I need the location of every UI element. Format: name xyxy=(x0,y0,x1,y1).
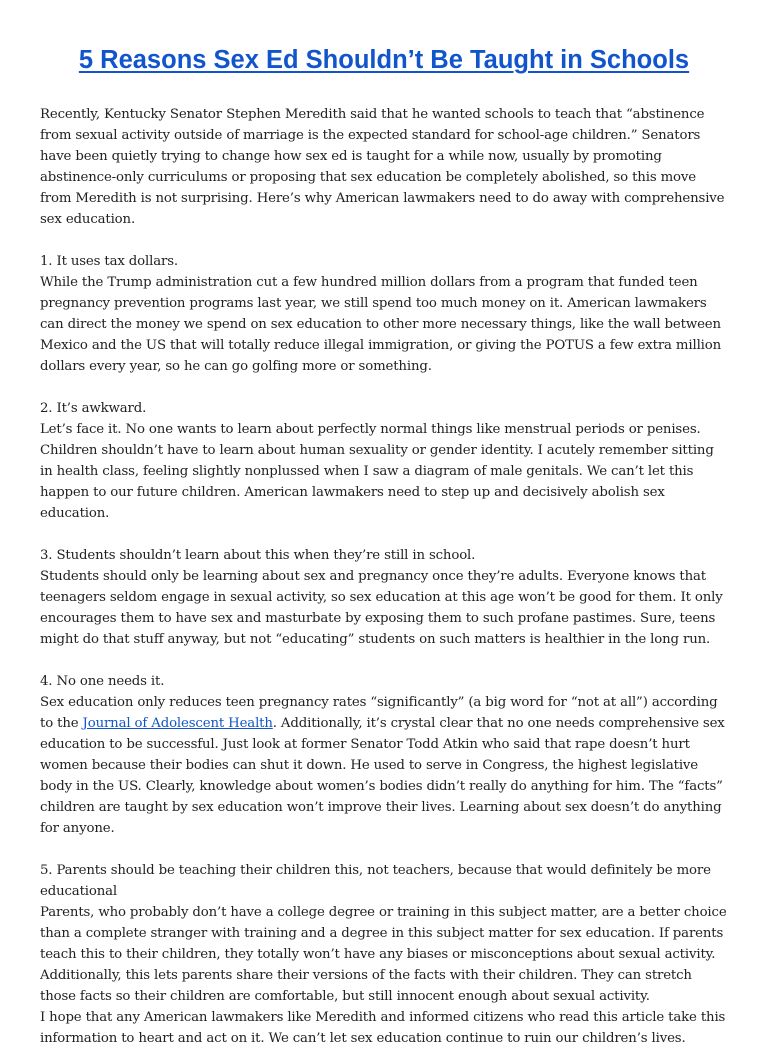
reason-4-body xyxy=(40,692,728,839)
reason-4-heading: 4. No one needs it. xyxy=(40,674,165,689)
intro-paragraph: Recently, Kentucky Senator Stephen Meredith said that he wanted schools to teach that “abstinence from sexual activity outside of marriage is the expected standard for school-age children.” Senators have been quietly trying to change how sex ed is taught for a while now, usually by promoting abstinence-only curriculums or proposing that sex education be completely abolished, so this move from Meredith is not surprising. Here’s why American lawmakers need to do away with comprehensive sex education. xyxy=(40,107,725,227)
paragraph-gap xyxy=(40,377,728,398)
reason-5-body: Parents, who probably don’t have a college degree or training in this subject matter, are a better choice than a complete stranger with training and a degree in this subject matter for sex education. If parents teach this to their children, they totally won’t have any biases or misconceptions about sexual activity. Additionally, this lets parents share their versions of the facts with their children. They can stretch those facts so their children are comfortable, but still innocent enough about sexual activity. xyxy=(40,905,727,1004)
conclusion-paragraph: I hope that any American lawmakers like Meredith and informed citizens who read this article take this information to heart and act on it. We can’t let sex education continue to ruin our children’s lives. xyxy=(40,1010,726,1046)
reason-4-body-end: . Additionally, it’s crystal clear that no one needs comprehensive sex education to be successful. Just look at former Senator Todd Atkin who said that rape doesn’t hurt women because their bodies can shut it down. He used to serve in Congress, the highest legislative body in the US. Clearly, knowledge about women’s bodies didn’t really do anything for him. The “facts” children are taught by sex education won’t improve their lives. Learning about sex doesn’t do anything for anyone. xyxy=(40,716,725,836)
paragraph-gap xyxy=(40,839,728,860)
paragraph-gap xyxy=(40,650,728,671)
reason-2-body: Let’s face it. No one wants to learn about perfectly normal things like menstrual periods or penises. Children shouldn’t have to learn about human sexuality or gender identity. I acutely remember sitting in health class, feeling slightly nonplussed when I saw a diagram of male genitals. We can’t let this happen to our future children. American lawmakers need to step up and decisively abolish sex education. xyxy=(40,422,714,521)
paragraph-gap xyxy=(40,230,728,251)
reason-3-heading: 3. Students shouldn’t learn about this when they’re still in school. xyxy=(40,548,476,563)
reason-2-heading: 2. It’s awkward. xyxy=(40,401,147,416)
reason-3-body: Students should only be learning about sex and pregnancy once they’re adults. Everyone knows that teenagers seldom engage in sexual activity, so sex education at this age won’t be good for them. It only encourages them to have sex and masturbate by exposing them to such profane pastimes. Sure, teens might do that stuff anyway, but not “educating” students on such matters is healthier in the long run. xyxy=(40,569,723,647)
article-title: 5 Reasons Sex Ed Shouldn’t Be Taught in Schools xyxy=(78,46,690,74)
reason-1-body: While the Trump administration cut a few hundred million dollars from a program that funded teen pregnancy prevention programs last year, we still spend too much money on it. American lawmakers can direct the money we spend on sex education to other more necessary things, like the wall between Mexico and the US that will totally reduce illegal immigration, or giving the POTUS a few extra million dollars every year, so he can go golfing more or something. xyxy=(40,275,722,374)
article-body xyxy=(40,104,728,1049)
paragraph-gap xyxy=(40,524,728,545)
reason-5-heading: 5. Parents should be teaching their children this, not teachers, because that would definitely be more educational xyxy=(40,863,711,899)
reason-4-body-start: Sex education only reduces teen pregnancy rates “significantly” (a big word for “not at all”) according to the xyxy=(40,695,718,731)
reason-1-heading: 1. It uses tax dollars. xyxy=(40,254,178,269)
journal-of-adolescent-health-link[interactable]: Journal of Adolescent Health xyxy=(82,716,273,731)
